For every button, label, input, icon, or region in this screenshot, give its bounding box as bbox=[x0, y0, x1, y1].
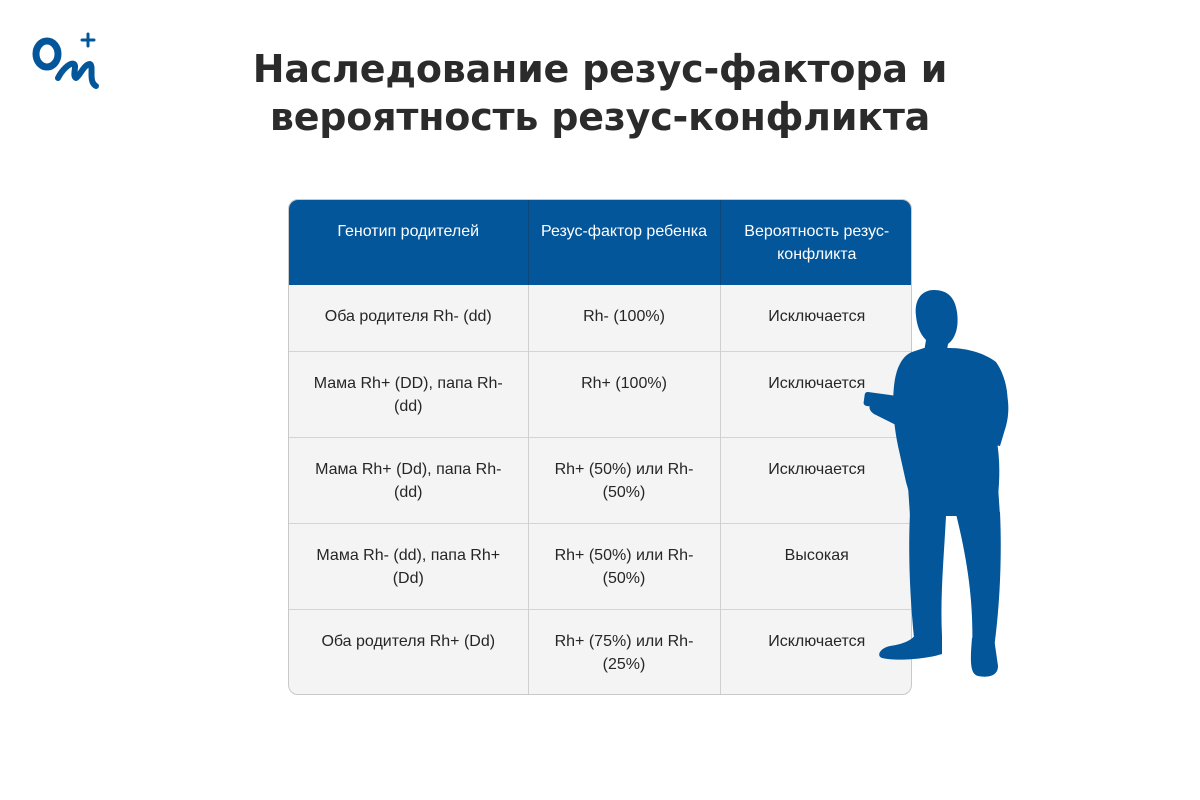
page-title-line-1: Наследование резус-фактора и bbox=[252, 47, 948, 91]
cell-child-rh: Rh+ (100%) bbox=[528, 351, 720, 437]
cell-conflict-risk: Исключается bbox=[720, 437, 912, 523]
page-title bbox=[0, 45, 1200, 141]
header-child-rh-factor: Резус-фактор ребенка bbox=[528, 200, 720, 285]
man-with-tablet-silhouette-icon bbox=[860, 286, 1020, 681]
table-row bbox=[289, 351, 912, 437]
cell-genotype: Оба родителя Rh- (dd) bbox=[289, 285, 528, 351]
cell-conflict-risk: Исключается bbox=[720, 609, 912, 695]
rh-table bbox=[289, 200, 912, 695]
cell-genotype: Оба родителя Rh+ (Dd) bbox=[289, 609, 528, 695]
page-title-line-2: вероятность резус-конфликта bbox=[269, 95, 931, 139]
table-row bbox=[289, 609, 912, 695]
table-header-row bbox=[289, 200, 912, 285]
header-conflict-probability: Вероятность резус-конфликта bbox=[720, 200, 912, 285]
cell-child-rh: Rh+ (50%) или Rh- (50%) bbox=[528, 437, 720, 523]
cell-child-rh: Rh+ (50%) или Rh- (50%) bbox=[528, 523, 720, 609]
table-row bbox=[289, 285, 912, 351]
cell-genotype: Мама Rh+ (Dd), папа Rh- (dd) bbox=[289, 437, 528, 523]
cell-genotype: Мама Rh+ (DD), папа Rh- (dd) bbox=[289, 351, 528, 437]
cell-conflict-risk: Высокая bbox=[720, 523, 912, 609]
table-row bbox=[289, 437, 912, 523]
table-row bbox=[289, 523, 912, 609]
header-parents-genotype: Генотип родителей bbox=[289, 200, 528, 285]
cell-conflict-risk: Исключается bbox=[768, 308, 866, 325]
cell-conflict-risk: Исключается bbox=[720, 351, 912, 437]
rh-inheritance-table bbox=[288, 199, 912, 695]
cell-child-rh: Rh- (100%) bbox=[528, 285, 720, 351]
cell-child-rh: Rh+ (75%) или Rh- (25%) bbox=[528, 609, 720, 695]
cell-genotype: Мама Rh- (dd), папа Rh+ (Dd) bbox=[289, 523, 528, 609]
